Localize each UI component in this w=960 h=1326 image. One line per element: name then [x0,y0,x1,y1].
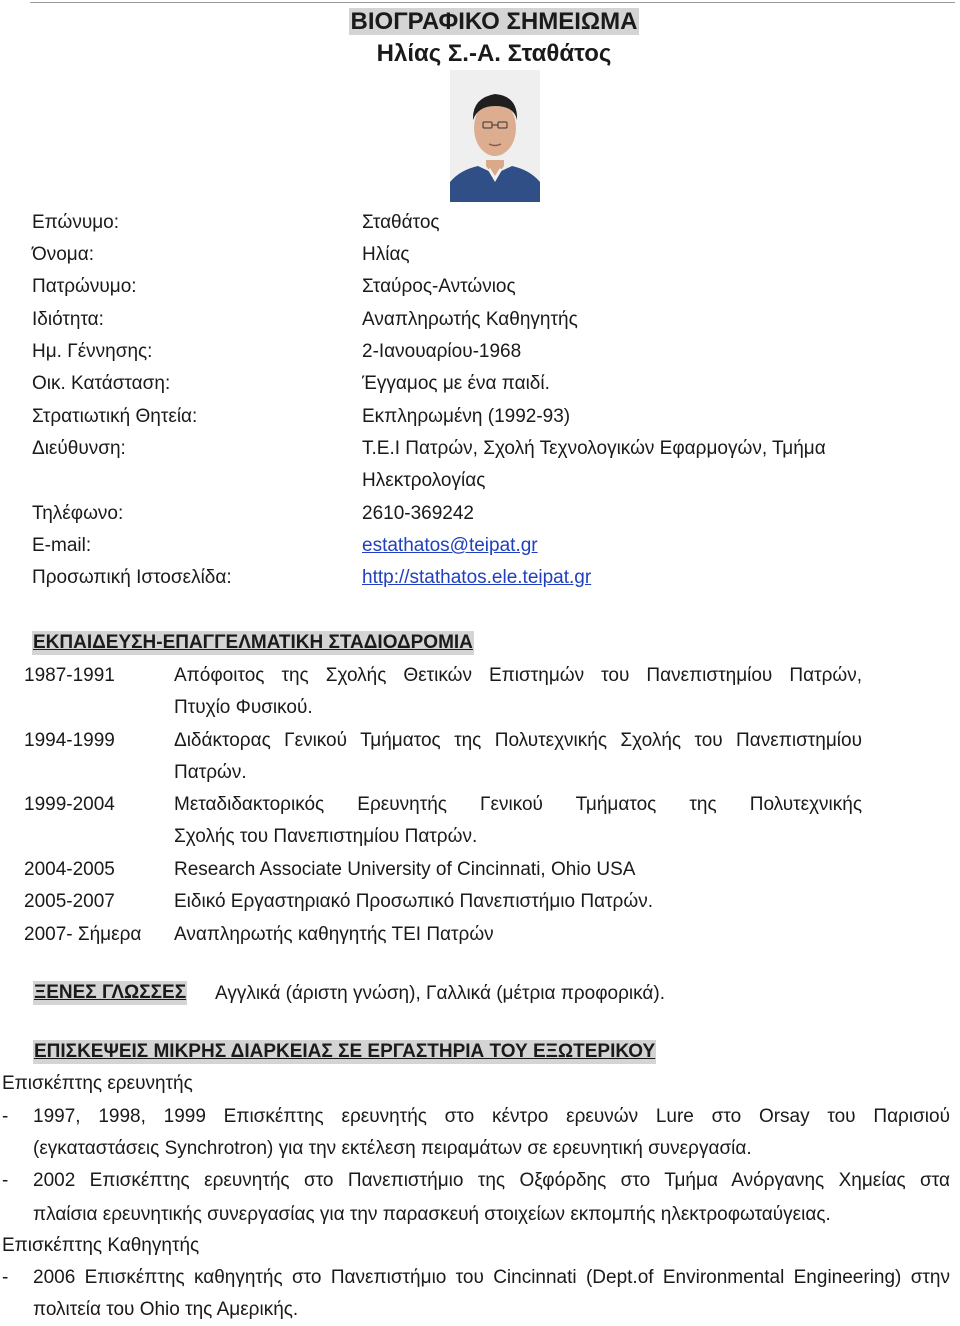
address-line2: Ηλεκτρολογίας [362,470,486,491]
address-line1: Τ.Ε.Ι Πατρών, Σχολή Τεχνολογικών Εφαρμογών, Τμήμα [362,438,826,459]
visit-2-line2: πλαίσια ερευνητικής συνεργασίας για την παρασκευή στοιχείων εκπομπής ηλεκτροφωταύγειας. [33,1204,831,1225]
website-link[interactable]: http://stathatos.ele.teipat.gr [362,567,592,588]
visit-1-line1: 1997, 1998, 1999 Επισκέπτης ερευνητής στο κέντρο ερευνών Lure στο Orsay του Παρισιού [33,1106,950,1127]
document-title [0,6,960,70]
edu-year-3: 1999-2004 [24,794,115,815]
fathers-name-value: Σταύρος-Αντώνιος [362,276,516,297]
military-value: Εκπληρωμένη (1992-93) [362,406,571,427]
visits-heading: ΕΠΙΣΚΕΨΕΙΣ ΜΙΚΡΗΣ ΔΙΑΡΚΕΙΑΣ ΣΕ ΕΡΓΑΣΤΗΡΙΑ ΤΟΥ ΕΞΩΤΕΡΙΚΟΥ [34,1041,656,1062]
education-heading: ΕΚΠΑΙΔΕΥΣΗ-ΕΠΑΓΓΕΛΜΑΤΙΚΗ ΣΤΑΔΙΟΔΡΟΜΙΑ [33,632,473,653]
website-label: Προσωπική Ιστοσελίδα: [32,567,232,588]
edu-line-3b: Σχολής του Πανεπιστημίου Πατρών. [174,826,478,847]
edu-line-1b: Πτυχίο Φυσικού. [174,697,313,718]
firstname-label: Όνομα: [32,244,94,265]
cv-title: ΒΙΟΓΡΑΦΙΚΟ ΣΗΜΕΙΩΜΑ [350,8,638,35]
phone-value: 2610-369242 [362,503,474,524]
surname-value: Σταθάτος [362,212,440,233]
position-label: Ιδιότητα: [32,309,104,330]
edu-line-2b: Πατρών. [174,762,247,783]
edu-line-6: Αναπληρωτής καθηγητής ΤΕΙ Πατρών [174,924,494,945]
visit-1-line2: (εγκαταστάσεις Synchrotron) για την εκτέλεση πειραμάτων σε ερευνητική συνεργασία. [33,1138,752,1159]
edu-year-4: 2004-2005 [24,859,115,880]
visiting-professor-label: Επισκέπτης Καθηγητής [2,1235,200,1256]
edu-line-2a: Διδάκτορας Γενικού Τμήματος της Πολυτεχνικής Σχολής του Πανεπιστημίου [174,730,862,751]
edu-year-1: 1987-1991 [24,665,115,686]
visit-dash-2: - [2,1170,9,1191]
email-label: E-mail: [32,535,92,556]
visiting-researcher-label: Επισκέπτης ερευνητής [2,1073,193,1094]
visit-3-line2: πολιτεία του Ohio της Αμερικής. [33,1299,299,1320]
fathers-name-label: Πατρώνυμο: [32,276,137,297]
birth-value: 2-Ιανουαρίου-1968 [362,341,522,362]
address-label: Διεύθυνση: [32,438,126,459]
surname-label: Επώνυμο: [32,212,120,233]
marital-value: Έγγαμος με ένα παιδί. [362,373,550,394]
military-label: Στρατιωτική Θητεία: [32,406,198,427]
languages-heading: ΞΕΝΕΣ ΓΛΩΣΣΕΣ [34,982,187,1003]
edu-line-1a: Απόφοιτος της Σχολής Θετικών Επιστημών του Πανεπιστημίου Πατρών, [174,665,862,686]
edu-year-6: 2007- Σήμερα [24,924,142,945]
visit-3-line1: 2006 Επισκέπτης καθηγητής στο Πανεπιστήμιο του Cincinnati (Dept.of Environmental Engineering) στην [33,1267,950,1288]
marital-label: Οικ. Κατάσταση: [32,373,171,394]
visit-dash-1: - [2,1106,9,1127]
position-value: Αναπληρωτής Καθηγητής [362,309,578,330]
edu-year-5: 2005-2007 [24,891,115,912]
edu-line-3a: Μεταδιδακτορικός Ερευνητής Γενικού Τμήματος της Πολυτεχνικής [174,794,862,815]
birth-label: Ημ. Γέννησης: [32,341,153,362]
person-name: Ηλίας Σ.-Α. Σταθάτος [376,40,612,67]
edu-year-2: 1994-1999 [24,730,115,751]
email-link[interactable]: estathatos@teipat.gr [362,535,538,556]
edu-line-4: Research Associate University of Cincinnati, Ohio USA [174,859,636,880]
edu-line-5: Ειδικό Εργαστηριακό Προσωπικό Πανεπιστήμιο Πατρών. [174,891,653,912]
portrait-photo [450,70,540,202]
phone-label: Τηλέφωνο: [32,503,124,524]
visit-2-line1: 2002 Επισκέπτης ερευνητής στο Πανεπιστήμιο της Οξφόρδης στο Τμήμα Ανόργανης Χημείας στα [33,1170,950,1191]
visit-dash-3: - [2,1267,9,1288]
top-rule [30,2,955,3]
firstname-value: Ηλίας [362,244,410,265]
languages-text: Αγγλικά (άριστη γνώση), Γαλλικά (μέτρια προφορικά). [215,983,666,1004]
